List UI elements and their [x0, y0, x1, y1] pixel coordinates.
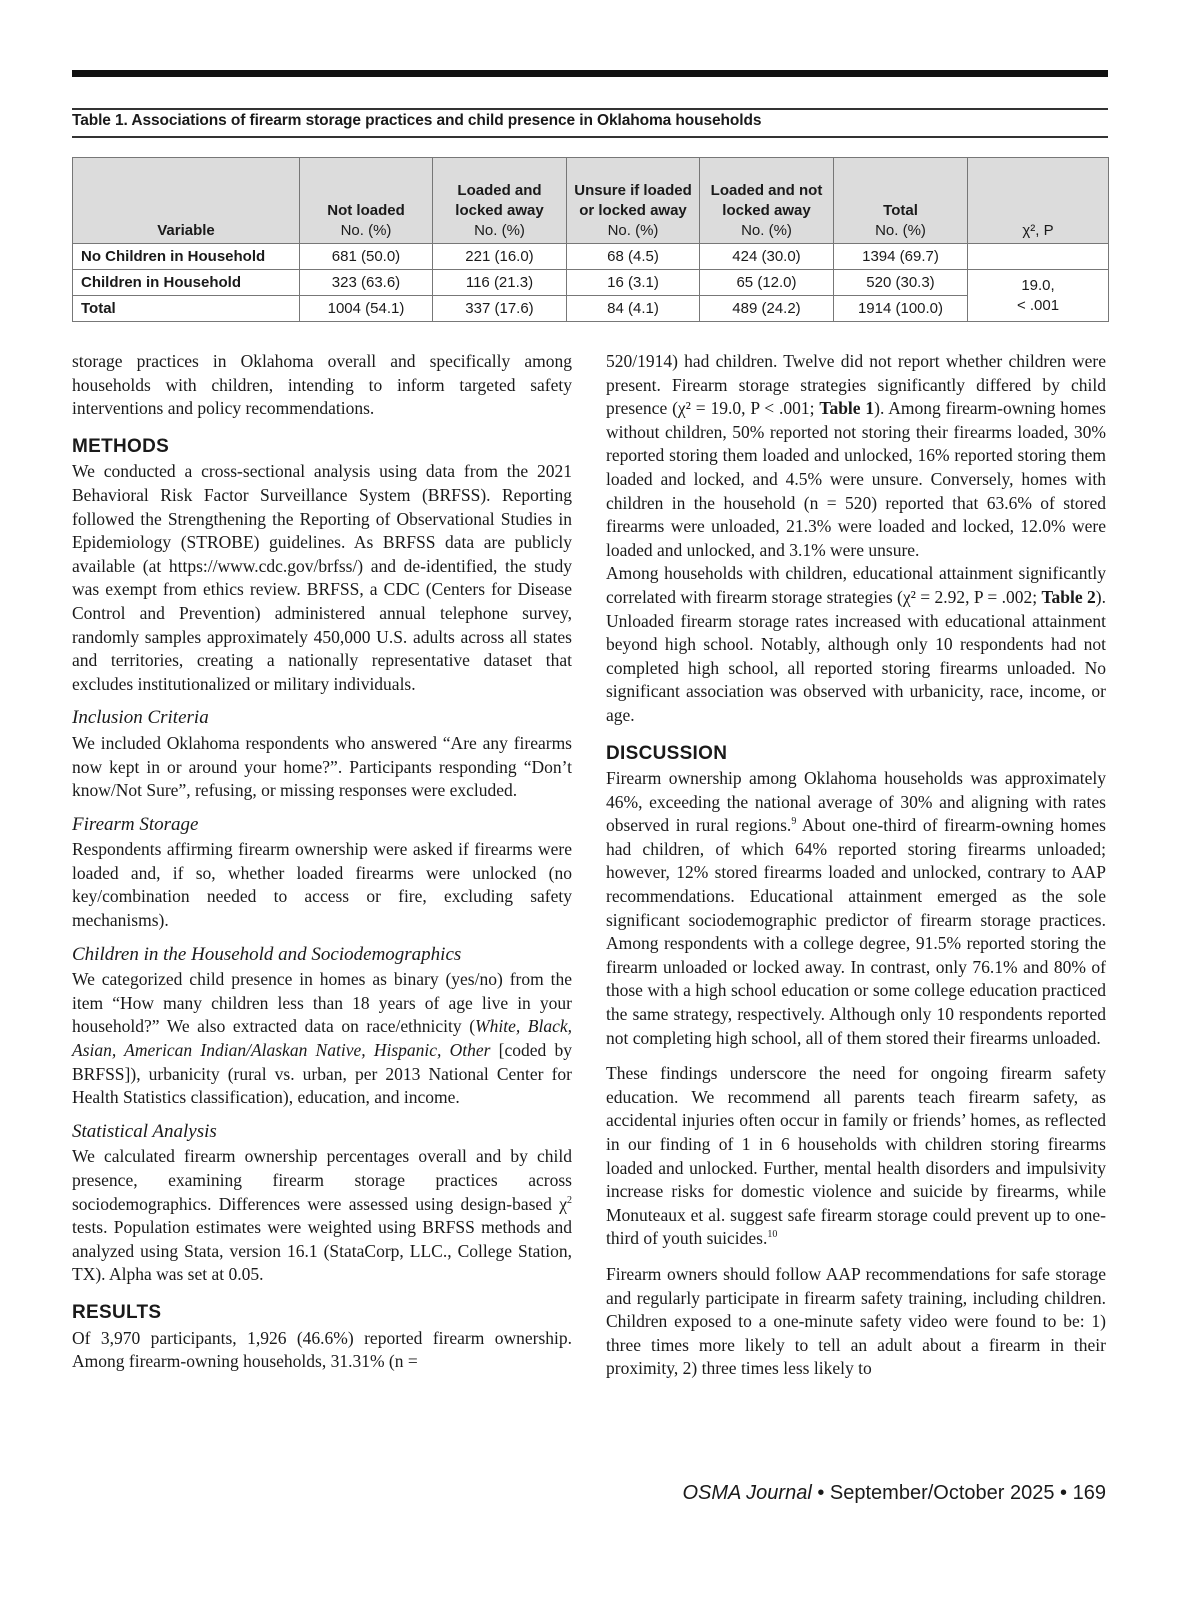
- table-cell: 84 (4.1): [567, 296, 700, 322]
- stats-paragraph: We calculated firearm ownership percentages overall and by child presence, examining firearm storage practices across sociodemographics. Differences were assessed using design-based $\chi^2$ tests. Population estimates were weighted using BRFSS methods and analyzed using Stata, version 16.1 (StataCorp, LLC., College Station, TX). Alpha was set at 0.05.: [72, 1146, 572, 1285]
- table-cell: 65 (12.0): [700, 270, 834, 296]
- table-cell: 221 (16.0): [433, 244, 567, 270]
- children-paragraph: We categorized child presence in homes as binary (yes/no) from the item “How many children less than 18 years of age live in your household?” We also extracted data on race/ethnicity (White, Black, Asian, American Indian/Alaskan Native, Hispanic, Other [coded by BRFSS]), urbanicity (rural vs. urban, per 2013 National Center for Health Statistics classification), education, and income.: [72, 969, 573, 1108]
- data-table: [72, 157, 1109, 322]
- inclusion-paragraph: We included Oklahoma respondents who answered “Are any firearms now kept in or around your home?”. Participants responding “Don’t know/Not Sure”, refusing, or missing responses were excluded.: [72, 732, 572, 801]
- caption-rule-top: [72, 108, 1108, 110]
- discussion-paragraph-1: Firearm ownership among Oklahoma households was approximately 46%, exceeding the national average of 30% and aligning with rates observed in rural regions.$^9$ About one-third of firearm-owning homes had children, of which 64% reported storing firearms unloaded; however, 12% stored firearms loaded and unlocked, contrary to AAP recommendations. Educational attainment emerged as the sole significant sociodemographic predictor of firearm storage practices. Among respondents with a college degree, 91.5% reported storing the firearm unloaded or locked away. In contrast, only 76.1% and 80% of those with a high school education or some college education practiced the same strategy, respectively. Although only 10 respondents reported not completing high school, all of them stored their firearms unloaded.: [606, 768, 1106, 1048]
- row-label: Children in Household: [73, 270, 300, 296]
- discussion-heading: DISCUSSION: [606, 742, 728, 764]
- table-cell: 323 (63.6): [300, 270, 433, 296]
- results-heading: RESULTS: [72, 1301, 162, 1323]
- inclusion-heading: Inclusion Criteria: [72, 707, 209, 729]
- right-column: [606, 350, 1106, 1381]
- discussion-paragraph-2: These findings underscore the need for ongoing firearm safety education. We recommend all parents teach firearm safety, as accidental injuries often occur in family or friends’ homes, as reflected in our finding of 1 in 6 households with children storing firearms loaded and unlocked. Further, mental health disorders and impulsivity increase risks for domestic violence and suicide by firearms, while Monuteaux et al. suggest safe firearm storage could prevent up to one-third of youth suicides.$^{10}$: [606, 1063, 1106, 1249]
- row-label: Total: [73, 296, 300, 322]
- journal-name: OSMA Journal: [682, 1482, 812, 1504]
- caption-rule-bottom: [72, 136, 1108, 138]
- table-cell: 68 (4.5): [567, 244, 700, 270]
- table-cell: 489 (24.2): [700, 296, 834, 322]
- table-caption: Table 1. Associations of firearm storage practices and child presence in Oklahoma households: [72, 112, 762, 129]
- table-cell: 424 (30.0): [700, 244, 834, 270]
- table-cell: 337 (17.6): [433, 296, 567, 322]
- discussion-paragraph-3: Firearm owners should follow AAP recommendations for safe storage and regularly participate in firearm safety training, including children. Children exposed to a one-minute safety video were found to be: 1) three times more likely to tell an adult about a firearm in their proximity, 2) three times less likely to: [606, 1263, 1106, 1379]
- header-not-loaded: Not loaded No. (%): [300, 158, 433, 244]
- chi-square-value: 19.0, < .001: [968, 270, 1109, 322]
- issue-date: September/October 2025: [829, 1482, 1055, 1504]
- education-paragraph: Among households with children, educational attainment significantly correlated with firearm storage strategies (χ² = 2.92, P = .002; Table 2). Unloaded firearm storage rates increased with educational attainment beyond high school. Notably, although only 10 respondents had not completed high school, all reported storing firearms unloaded. No significant association was observed with urbanicity, race, income, or age.: [606, 563, 1106, 725]
- left-column: [72, 350, 572, 1374]
- header-unsure: Unsure if loaded or locked away No. (%): [567, 158, 700, 244]
- header-total: Total No. (%): [834, 158, 968, 244]
- table-row: [73, 270, 1109, 296]
- table-cell: 1394 (69.7): [834, 244, 968, 270]
- results-paragraph: Of 3,970 participants, 1,926 (46.6%) reported firearm ownership. Among firearm-owning households, 31.31% (n =: [72, 1327, 572, 1372]
- children-heading: Children in the Household and Sociodemographics: [72, 943, 462, 965]
- table-row: [73, 296, 1109, 322]
- methods-heading: METHODS: [72, 435, 170, 457]
- stats-heading: Statistical Analysis: [72, 1120, 217, 1142]
- top-rule: [72, 70, 1108, 77]
- page-footer: OSMA Journal • September/October 2025 • 169: [682, 1482, 1106, 1504]
- intro-paragraph: storage practices in Oklahoma overall and specifically among households with children, intending to inform targeted safety interventions and policy recommendations.: [72, 351, 572, 419]
- storage-paragraph: Respondents affirming firearm ownership were asked if firearms were loaded and, if so, whether loaded firearms were unlocked (no key/combination needed to access or fire, excluding safety mechanisms).: [72, 839, 572, 931]
- table-cell-empty: [968, 244, 1109, 270]
- methods-paragraph: We conducted a cross-sectional analysis using data from the 2021 Behavioral Risk Factor Surveillance System (BRFSS). Reporting followed the Strengthening the Reporting of Observational Studies in Epidemiology (STROBE) guidelines. As BRFSS data are publicly available (at https://www.cdc.gov/brfss/) and de-identified, the study was exempt from ethics review. BRFSS, a CDC (Centers for Disease Control and Prevention) administered annual telephone survey, randomly samples approximately 450,000 U.S. adults across all states and territories, creating a nationally representative dataset that excludes institutionalized or military individuals.: [72, 461, 572, 694]
- table-cell: 116 (21.3): [433, 270, 567, 296]
- results-continued: 520/1914) had children. Twelve did not report whether children were present. Firearm storage strategies significantly differed by child presence (χ² = 19.0, P < .001; Table 1). Among firearm-owning homes without children, 50% reported not storing their firearms loaded, 30% reported storing them loaded and unlocked, 16% reported storing them loaded and locked, and 4.5% were unsure. Conversely, homes with children in the household (n = 520) reported that 63.6% of stored firearms were unloaded, 21.3% were loaded and locked, 12.0% were loaded and unlocked, and 3.1% were unsure.: [606, 351, 1106, 560]
- table-cell: 681 (50.0): [300, 244, 433, 270]
- header-variable: Variable: [73, 158, 300, 244]
- row-label: No Children in Household: [73, 244, 300, 270]
- header-chi-square: χ², P: [968, 158, 1109, 244]
- table-cell: 16 (3.1): [567, 270, 700, 296]
- header-loaded-not-locked: Loaded and not locked away No. (%): [700, 158, 834, 244]
- page-number: 169: [1072, 1482, 1106, 1504]
- table-cell: 1914 (100.0): [834, 296, 968, 322]
- header-loaded-locked: Loaded and locked away No. (%): [433, 158, 567, 244]
- table-cell: 1004 (54.1): [300, 296, 433, 322]
- storage-heading: Firearm Storage: [72, 813, 199, 835]
- table-row: [73, 244, 1109, 270]
- table-cell: 520 (30.3): [834, 270, 968, 296]
